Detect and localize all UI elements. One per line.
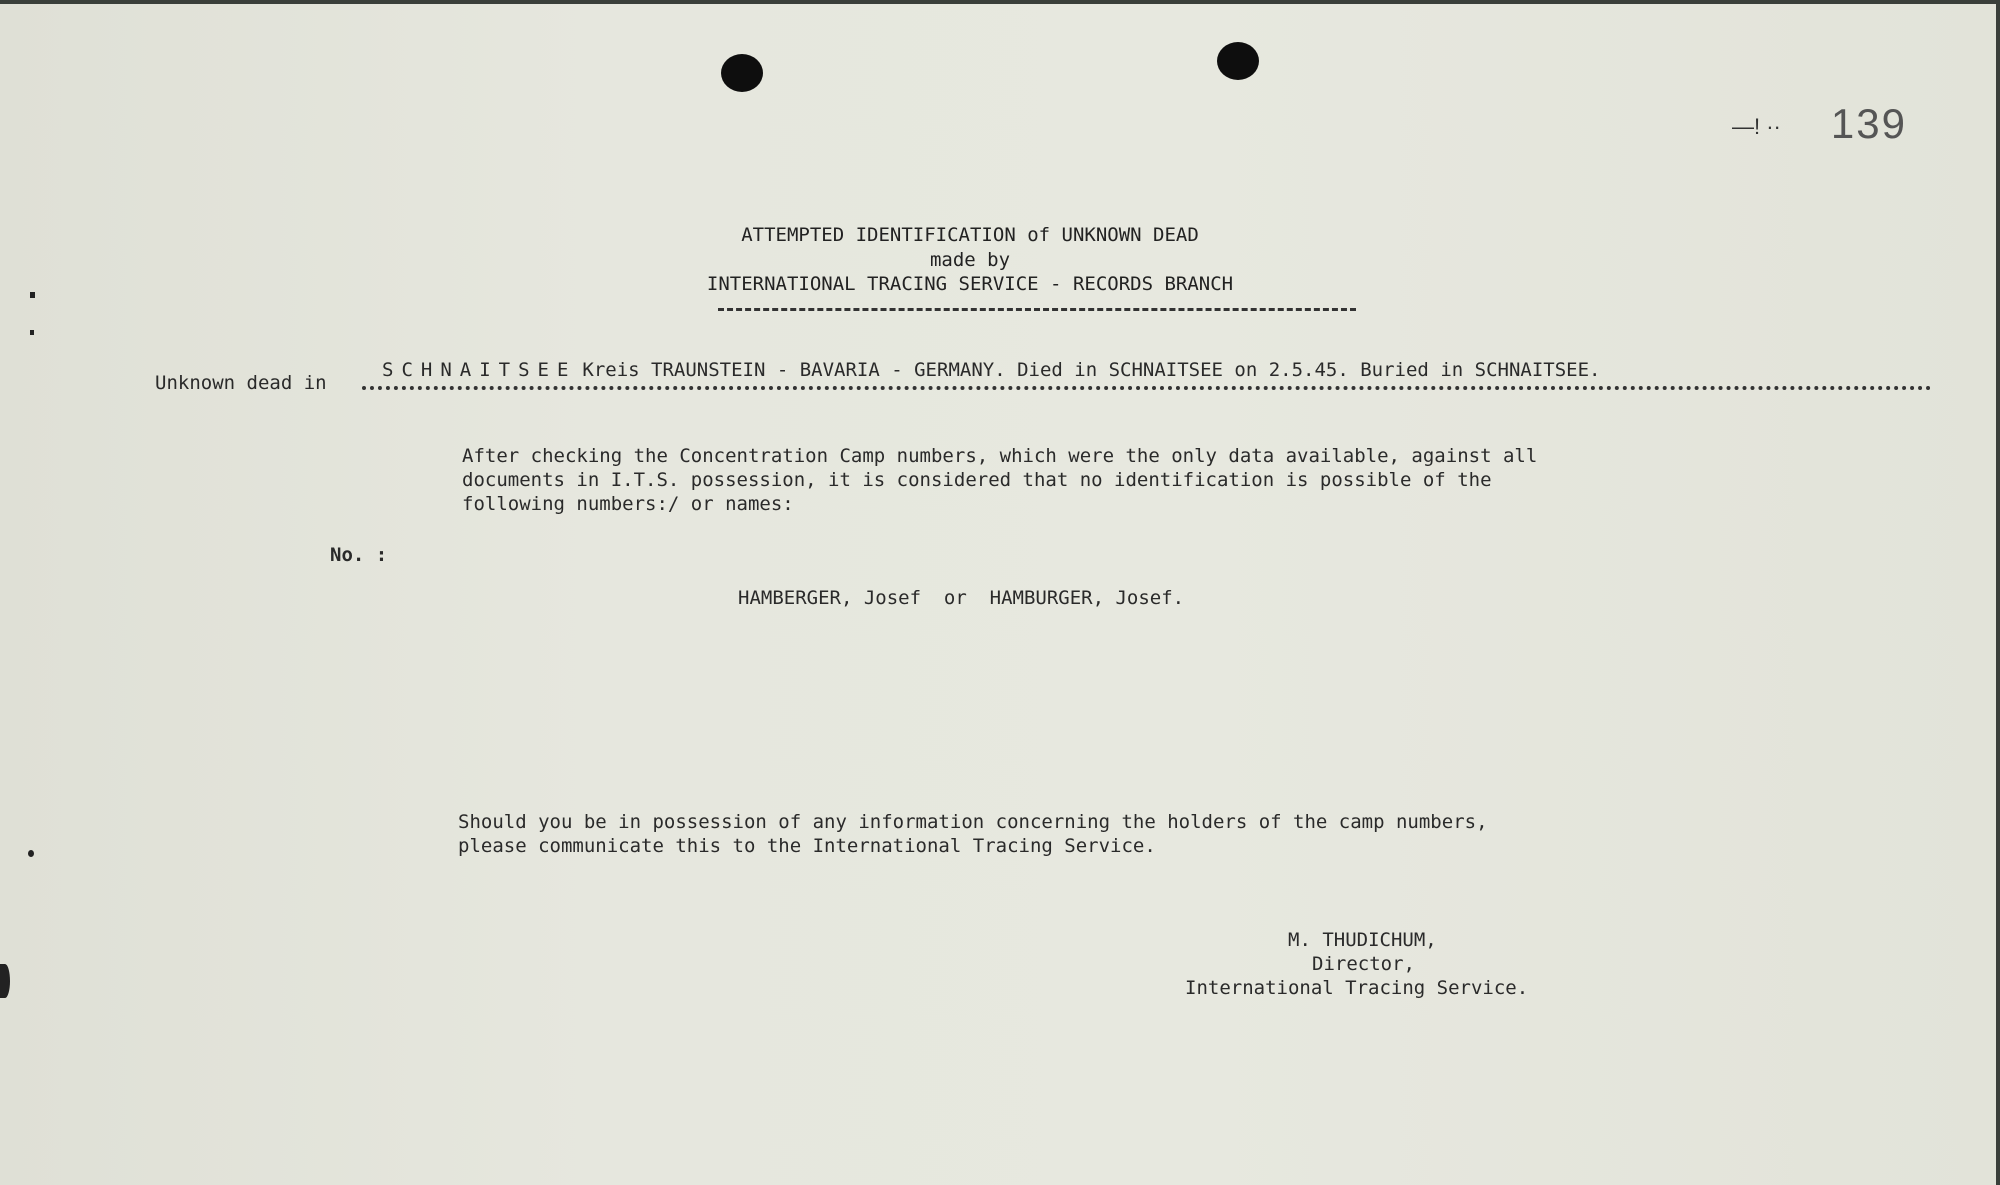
edge-mark [0,964,10,998]
heading-line-2: made by [929,249,1011,271]
names-list: HAMBERGER, Josef or HAMBURGER, Josef. [738,587,1185,609]
signature-name: M. THUDICHUM, [1288,929,1437,951]
body-line-3: following numbers:/ or names: [462,493,794,515]
document-page [0,4,1996,1185]
place-name: SCHNAITSEE [382,359,577,381]
body-line-1: After checking the Concentration Camp numbers, which were the only data available, against all [462,445,1538,467]
location-text: Kreis TRAUNSTEIN - BAVARIA - GERMANY. Died in SCHNAITSEE on 2.5.45. Buried in SCHNAITSEE. [582,359,1601,381]
edge-mark [30,330,34,335]
body-line-2: documents in I.T.S. possession, it is considered that no identification is possible of the [462,469,1492,491]
number-label: No. : [330,544,388,566]
edge-mark [28,850,34,857]
dotted-rule [362,386,1932,390]
signature-title: Director, [1312,953,1415,975]
punch-hole-right [1217,42,1259,80]
unknown-dead-label: Unknown dead in [155,372,327,394]
closing-line-1: Should you be in possession of any information concerning the holders of the camp numbers, [458,811,1488,833]
signature-org: International Tracing Service. [1185,977,1529,999]
heading-line-3: INTERNATIONAL TRACING SERVICE - RECORDS BRANCH [706,273,1234,295]
page-number: 139 [1830,100,1907,147]
page-mark: —! ·· [1732,114,1781,139]
closing-line-2: please communicate this to the International Tracing Service. [458,835,1156,857]
location-details [382,359,1600,381]
punch-hole-left [721,54,763,92]
heading-underline [718,308,1356,311]
heading-line-1: ATTEMPTED IDENTIFICATION of UNKNOWN DEAD [741,224,1199,246]
